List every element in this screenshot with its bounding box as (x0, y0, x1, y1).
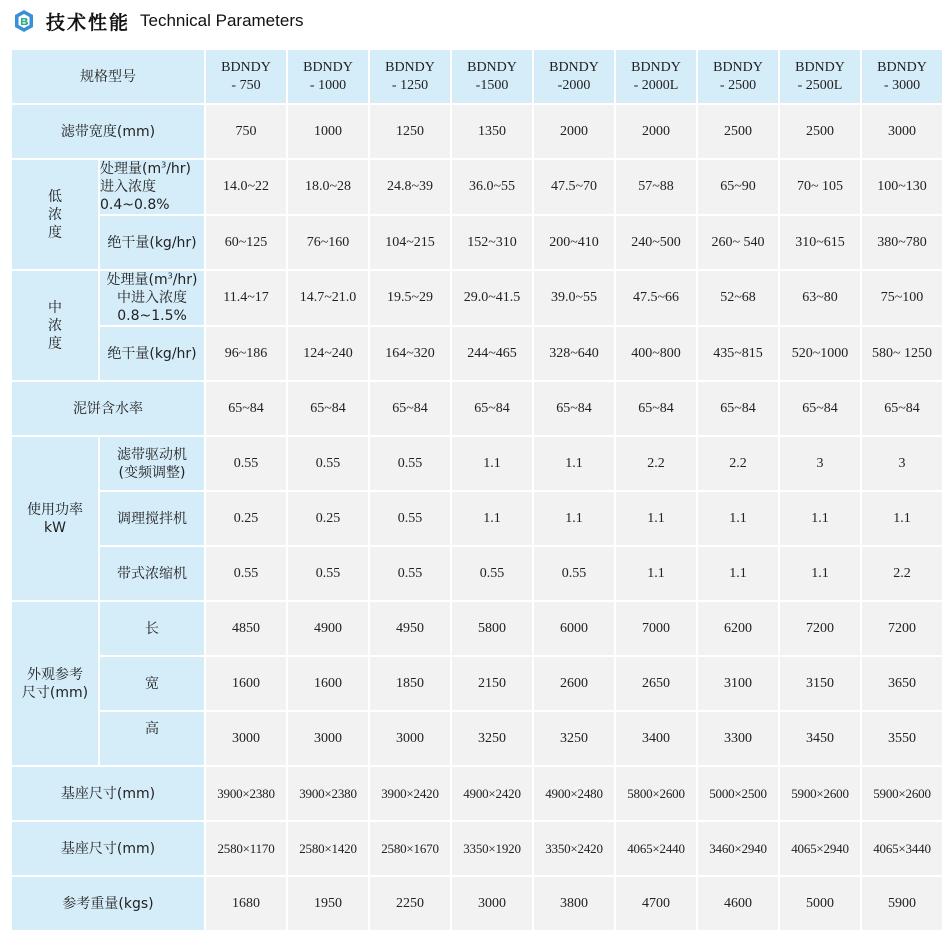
thickener-label: 带式浓缩机 (100, 547, 204, 600)
table-cell: 3900×2380 (206, 767, 286, 820)
table-cell: 310~615 (780, 216, 860, 269)
table-cell: 328~640 (534, 327, 614, 380)
table-row-weight (12, 877, 942, 930)
table-cell: 5900 (862, 877, 942, 930)
table-cell: 4065×2940 (780, 822, 860, 875)
table-cell: 63~80 (780, 271, 860, 325)
table-cell: 3650 (862, 657, 942, 710)
table-cell: 4900 (288, 602, 368, 655)
model-cell: BDNDY - 2500 (698, 50, 778, 103)
table-cell: 1.1 (862, 492, 942, 545)
table-cell: 2650 (616, 657, 696, 710)
table-cell: 4900×2420 (452, 767, 532, 820)
table-cell: 520~1000 (780, 327, 860, 380)
table-cell: 152~310 (452, 216, 532, 269)
table-cell: 24.8~39 (370, 160, 450, 214)
table-cell: 60~125 (206, 216, 286, 269)
moisture-label: 泥饼含水率 (12, 382, 204, 435)
table-cell: 2500 (780, 105, 860, 158)
table-cell: 47.5~66 (616, 271, 696, 325)
table-row-mid-dry (12, 327, 942, 380)
table-cell: 96~186 (206, 327, 286, 380)
table-cell: 4600 (698, 877, 778, 930)
table-cell: 1.1 (534, 437, 614, 490)
table-cell: 0.25 (206, 492, 286, 545)
low-concentration-group: 低浓度 (12, 160, 98, 269)
table-cell: 2.2 (698, 437, 778, 490)
table-cell: 1950 (288, 877, 368, 930)
table-row-mid-capacity (12, 271, 942, 325)
table-cell: 240~500 (616, 216, 696, 269)
table-cell: 5900×2600 (780, 767, 860, 820)
table-cell: 7200 (780, 602, 860, 655)
table-row-mixer (12, 492, 942, 545)
table-cell: 0.55 (206, 437, 286, 490)
table-cell: 4850 (206, 602, 286, 655)
model-cell: BDNDY - 1250 (370, 50, 450, 103)
table-cell: 1600 (206, 657, 286, 710)
table-cell: 3000 (862, 105, 942, 158)
table-row-height (12, 712, 942, 765)
model-label: 规格型号 (12, 50, 204, 103)
table-cell: 3450 (780, 712, 860, 765)
table-cell: 19.5~29 (370, 271, 450, 325)
technical-parameters-table (10, 48, 944, 932)
model-cell: BDNDY -1500 (452, 50, 532, 103)
table-cell: 11.4~17 (206, 271, 286, 325)
table-cell: 3900×2380 (288, 767, 368, 820)
table-row-model (12, 50, 942, 103)
table-cell: 65~84 (206, 382, 286, 435)
table-row-belt-width (12, 105, 942, 158)
table-cell: 580~ 1250 (862, 327, 942, 380)
table-cell: 5900×2600 (862, 767, 942, 820)
table-cell: 29.0~41.5 (452, 271, 532, 325)
table-cell: 5800×2600 (616, 767, 696, 820)
table-cell: 7200 (862, 602, 942, 655)
page-header (12, 6, 303, 36)
height-label: 高 (100, 712, 204, 765)
table-cell: 164~320 (370, 327, 450, 380)
table-cell: 47.5~70 (534, 160, 614, 214)
table-cell: 3100 (698, 657, 778, 710)
table-cell: 65~90 (698, 160, 778, 214)
table-cell: 104~215 (370, 216, 450, 269)
page-title-cn: 技术性能 (46, 11, 131, 34)
company-logo-icon (12, 9, 36, 33)
table-cell: 1350 (452, 105, 532, 158)
table-cell: 65~84 (616, 382, 696, 435)
table-cell: 0.55 (288, 437, 368, 490)
table-cell: 1850 (370, 657, 450, 710)
table-cell: 3000 (452, 877, 532, 930)
table-cell: 124~240 (288, 327, 368, 380)
power-group: 使用功率 kW (12, 437, 98, 600)
model-cell: BDNDY - 2500L (780, 50, 860, 103)
table-cell: 70~ 105 (780, 160, 860, 214)
table-cell: 3150 (780, 657, 860, 710)
base-size-label: 基座尺寸(mm) (12, 822, 204, 875)
low-dry-label: 绝干量(kg/hr) (100, 216, 204, 269)
table-cell: 6200 (698, 602, 778, 655)
table-cell: 2580×1670 (370, 822, 450, 875)
model-cell: BDNDY - 1000 (288, 50, 368, 103)
table-cell: 100~130 (862, 160, 942, 214)
table-cell: 3000 (288, 712, 368, 765)
table-cell: 6000 (534, 602, 614, 655)
table-cell: 65~84 (780, 382, 860, 435)
page-title-en: Technical Parameters (140, 11, 304, 30)
table-cell: 1.1 (616, 547, 696, 600)
table-cell: 75~100 (862, 271, 942, 325)
length-label: 长 (100, 602, 204, 655)
table-cell: 1250 (370, 105, 450, 158)
table-cell: 14.0~22 (206, 160, 286, 214)
table-cell: 1600 (288, 657, 368, 710)
table-cell: 1.1 (534, 492, 614, 545)
table-cell: 380~780 (862, 216, 942, 269)
table-cell: 3250 (534, 712, 614, 765)
table-cell: 3350×2420 (534, 822, 614, 875)
table-cell: 3400 (616, 712, 696, 765)
table-cell: 14.7~21.0 (288, 271, 368, 325)
table-cell: 36.0~55 (452, 160, 532, 214)
table-cell: 3250 (452, 712, 532, 765)
table-cell: 65~84 (452, 382, 532, 435)
table-cell: 3900×2420 (370, 767, 450, 820)
weight-label: 参考重量(kgs) (12, 877, 204, 930)
table-cell: 65~84 (534, 382, 614, 435)
table-cell: 0.55 (534, 547, 614, 600)
width-label: 宽 (100, 657, 204, 710)
table-row-base-1 (12, 767, 942, 820)
belt-width-label: 滤带宽度(mm) (12, 105, 204, 158)
table-cell: 750 (206, 105, 286, 158)
table-cell: 57~88 (616, 160, 696, 214)
table-cell: 1.1 (616, 492, 696, 545)
table-cell: 2000 (616, 105, 696, 158)
table-cell: 5000 (780, 877, 860, 930)
table-cell: 0.55 (206, 547, 286, 600)
dimension-group: 外观参考 尺寸(mm) (12, 602, 98, 765)
table-cell: 3800 (534, 877, 614, 930)
table-cell: 2000 (534, 105, 614, 158)
table-cell: 65~84 (288, 382, 368, 435)
table-cell: 76~160 (288, 216, 368, 269)
table-cell: 3550 (862, 712, 942, 765)
table-row-width (12, 657, 942, 710)
belt-drive-label: 滤带驱动机 (变频调整) (100, 437, 204, 490)
table-cell: 2580×1420 (288, 822, 368, 875)
table-row-base-2 (12, 822, 942, 875)
table-cell: 1.1 (698, 547, 778, 600)
table-cell: 52~68 (698, 271, 778, 325)
table-cell: 5000×2500 (698, 767, 778, 820)
table-cell: 2150 (452, 657, 532, 710)
mid-concentration-group: 中浓度 (12, 271, 98, 380)
table-cell: 0.25 (288, 492, 368, 545)
table-cell: 1000 (288, 105, 368, 158)
model-cell: BDNDY - 3000 (862, 50, 942, 103)
table-cell: 0.55 (370, 547, 450, 600)
table-row-length (12, 602, 942, 655)
table-cell: 1.1 (452, 437, 532, 490)
table-cell: 3000 (206, 712, 286, 765)
table-cell: 1.1 (698, 492, 778, 545)
table-cell: 1.1 (452, 492, 532, 545)
table-cell: 200~410 (534, 216, 614, 269)
table-cell: 18.0~28 (288, 160, 368, 214)
table-cell: 3300 (698, 712, 778, 765)
table-cell: 1680 (206, 877, 286, 930)
table-cell: 2.2 (616, 437, 696, 490)
table-cell: 3 (862, 437, 942, 490)
table-cell: 1.1 (780, 492, 860, 545)
table-cell: 65~84 (862, 382, 942, 435)
table-cell: 2600 (534, 657, 614, 710)
table-cell: 4065×3440 (862, 822, 942, 875)
model-cell: BDNDY -2000 (534, 50, 614, 103)
table-cell: 4065×2440 (616, 822, 696, 875)
table-row-belt-drive (12, 437, 942, 490)
table-cell: 4900×2480 (534, 767, 614, 820)
table-row-low-dry (12, 216, 942, 269)
table-cell: 2580×1170 (206, 822, 286, 875)
table-row-moisture (12, 382, 942, 435)
table-cell: 244~465 (452, 327, 532, 380)
table-cell: 3350×1920 (452, 822, 532, 875)
table-cell: 0.55 (370, 437, 450, 490)
table-cell: 3000 (370, 712, 450, 765)
table-cell: 2250 (370, 877, 450, 930)
table-cell: 39.0~55 (534, 271, 614, 325)
mid-dry-label: 绝干量(kg/hr) (100, 327, 204, 380)
model-cell: BDNDY - 2000L (616, 50, 696, 103)
base-size-label: 基座尺寸(mm) (12, 767, 204, 820)
table-cell: 65~84 (698, 382, 778, 435)
table-cell: 4950 (370, 602, 450, 655)
mixer-label: 调理搅拌机 (100, 492, 204, 545)
table-cell: 4700 (616, 877, 696, 930)
table-cell: 5800 (452, 602, 532, 655)
table-cell: 3 (780, 437, 860, 490)
table-cell: 7000 (616, 602, 696, 655)
table-cell: 2500 (698, 105, 778, 158)
table-cell: 435~815 (698, 327, 778, 380)
table-cell: 0.55 (288, 547, 368, 600)
low-capacity-label: 处理量$(m^3/hr)$ 进入浓度0.4~0.8% (100, 160, 204, 214)
table-cell: 0.55 (452, 547, 532, 600)
table-row-low-capacity (12, 160, 942, 214)
table-cell: 65~84 (370, 382, 450, 435)
table-cell: 2.2 (862, 547, 942, 600)
mid-capacity-label: 处理量$(m^3/hr)$ 中进入浓度0.8~1.5% (100, 271, 204, 325)
table-cell: 400~800 (616, 327, 696, 380)
table-cell: 260~ 540 (698, 216, 778, 269)
table-cell: 0.55 (370, 492, 450, 545)
table-row-thickener (12, 547, 942, 600)
table-cell: 3460×2940 (698, 822, 778, 875)
model-cell: BDNDY - 750 (206, 50, 286, 103)
table-cell: 1.1 (780, 547, 860, 600)
